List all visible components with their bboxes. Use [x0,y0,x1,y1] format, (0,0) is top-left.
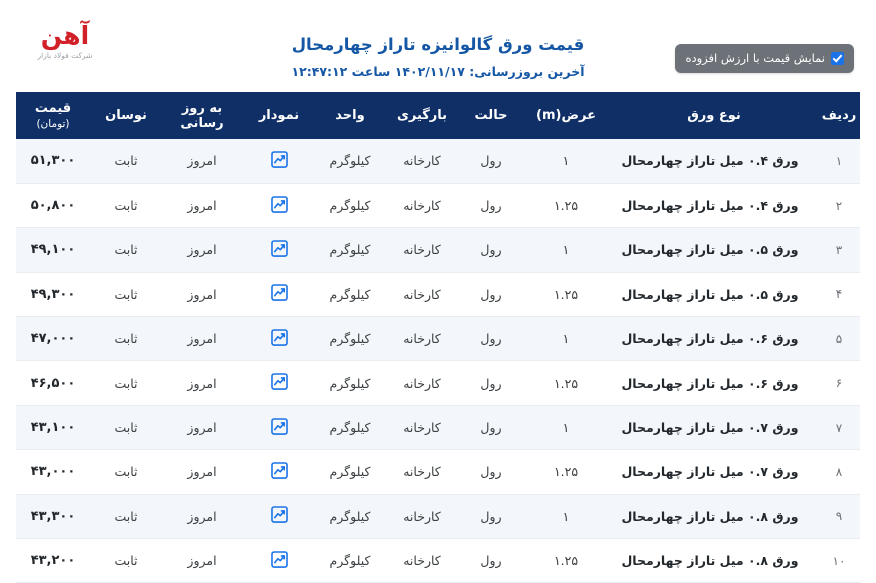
row-fluctuation: ثابت [90,405,162,449]
vat-toggle[interactable] [675,44,854,73]
row-update: امروز [162,539,242,583]
row-update: امروز [162,272,242,316]
table-row[interactable] [16,450,860,494]
row-state: رول [460,405,522,449]
row-fluctuation: ثابت [90,494,162,538]
table-row[interactable] [16,494,860,538]
row-state: رول [460,139,522,183]
row-product-name: ورق ۰.۵ میل تاراز چهارمحال [610,228,818,272]
row-fluctuation: ثابت [90,228,162,272]
table-row[interactable] [16,405,860,449]
row-update: امروز [162,317,242,361]
row-width: ۱ [522,228,610,272]
col-header-update: به روز رسانی [162,92,242,139]
row-update: امروز [162,139,242,183]
row-state: رول [460,228,522,272]
row-loading: کارخانه [384,228,460,272]
chart-icon [242,228,316,272]
chart-icon [242,183,316,227]
table-body [16,139,860,583]
row-update: امروز [162,494,242,538]
row-unit: کیلوگرم [316,361,384,405]
col-header-fluctuation: نوسان [90,92,162,139]
row-price: ۵۰,۸۰۰ [16,183,90,227]
row-unit: کیلوگرم [316,317,384,361]
table-row[interactable] [16,539,860,583]
title-block [120,34,756,80]
row-index: ۴ [818,272,860,316]
row-loading: کارخانه [384,494,460,538]
chart-icon[interactable] [270,550,289,569]
row-index: ۷ [818,405,860,449]
row-fluctuation: ثابت [90,139,162,183]
row-update: امروز [162,183,242,227]
row-product-name: ورق ۰.۵ میل تاراز چهارمحال [610,272,818,316]
row-width: ۱ [522,494,610,538]
page-header [0,0,876,92]
row-index: ۳ [818,228,860,272]
row-index: ۸ [818,450,860,494]
col-header-name: نوع ورق [610,92,818,139]
chart-icon [242,450,316,494]
chart-icon[interactable] [270,505,289,524]
chart-icon [242,317,316,361]
row-loading: کارخانه [384,361,460,405]
chart-icon [242,139,316,183]
col-header-chart: نمودار [242,92,316,139]
row-fluctuation: ثابت [90,317,162,361]
row-state: رول [460,494,522,538]
logo-subtitle: شرکت فولاد بازار [37,51,93,60]
chart-icon [242,405,316,449]
row-price: ۴۹,۱۰۰ [16,228,90,272]
chart-icon[interactable] [270,461,289,480]
table-row[interactable] [16,183,860,227]
row-unit: کیلوگرم [316,139,384,183]
row-width: ۱.۲۵ [522,361,610,405]
row-width: ۱ [522,317,610,361]
col-header-width: عرض(m) [522,92,610,139]
row-update: امروز [162,228,242,272]
row-width: ۱.۲۵ [522,450,610,494]
last-update-text: آخرین بروزرسانی: ۱۴۰۲/۱۱/۱۷ ساعت ۱۲:۴۷:۱۲ [291,64,585,79]
row-price: ۴۳,۱۰۰ [16,405,90,449]
row-index: ۱۰ [818,539,860,583]
logo-text: آهن [40,21,90,50]
chart-icon[interactable] [270,328,289,347]
row-index: ۶ [818,361,860,405]
row-update: امروز [162,361,242,405]
table-row[interactable] [16,361,860,405]
page-title: قیمت ورق گالوانیزه تاراز چهارمحال [291,35,585,54]
vat-toggle-label: نمایش قیمت با ارزش افزوده [685,51,825,65]
price-table [16,92,860,583]
table-row[interactable] [16,272,860,316]
row-price: ۴۳,۳۰۰ [16,494,90,538]
chart-icon[interactable] [270,283,289,302]
chart-icon[interactable] [270,150,289,169]
chart-icon[interactable] [270,417,289,436]
row-loading: کارخانه [384,317,460,361]
row-state: رول [460,361,522,405]
row-price: ۴۳,۰۰۰ [16,450,90,494]
row-index: ۲ [818,183,860,227]
row-width: ۱ [522,139,610,183]
row-product-name: ورق ۰.۷ میل تاراز چهارمحال [610,450,818,494]
row-update: امروز [162,405,242,449]
row-width: ۱.۲۵ [522,272,610,316]
row-unit: کیلوگرم [316,183,384,227]
row-unit: کیلوگرم [316,405,384,449]
row-width: ۱.۲۵ [522,539,610,583]
row-state: رول [460,317,522,361]
col-header-price [16,92,90,139]
row-index: ۹ [818,494,860,538]
chart-icon[interactable] [270,195,289,214]
row-product-name: ورق ۰.۶ میل تاراز چهارمحال [610,361,818,405]
row-fluctuation: ثابت [90,450,162,494]
price-table-wrapper [16,92,860,583]
row-loading: کارخانه [384,405,460,449]
chart-icon[interactable] [270,372,289,391]
row-state: رول [460,183,522,227]
row-product-name: ورق ۰.۸ میل تاراز چهارمحال [610,539,818,583]
row-price: ۴۳,۲۰۰ [16,539,90,583]
row-product-name: ورق ۰.۶ میل تاراز چهارمحال [610,317,818,361]
col-header-load: بارگیری [384,92,460,139]
col-header-state: حالت [460,92,522,139]
row-price: ۴۷,۰۰۰ [16,317,90,361]
col-header-price-unit: (تومان) [36,117,70,130]
checkbox-checked-icon[interactable] [831,52,844,65]
table-header-row [16,92,860,139]
row-fluctuation: ثابت [90,272,162,316]
row-state: رول [460,450,522,494]
row-product-name: ورق ۰.۷ میل تاراز چهارمحال [610,405,818,449]
row-width: ۱ [522,405,610,449]
row-loading: کارخانه [384,139,460,183]
row-fluctuation: ثابت [90,361,162,405]
row-loading: کارخانه [384,539,460,583]
col-header-idx: ردیف [818,92,860,139]
row-product-name: ورق ۰.۸ میل تاراز چهارمحال [610,494,818,538]
chart-icon [242,272,316,316]
row-index: ۱ [818,139,860,183]
row-width: ۱.۲۵ [522,183,610,227]
row-loading: کارخانه [384,183,460,227]
row-price: ۴۹,۳۰۰ [16,272,90,316]
row-loading: کارخانه [384,272,460,316]
row-price: ۵۱,۳۰۰ [16,139,90,183]
row-fluctuation: ثابت [90,183,162,227]
row-loading: کارخانه [384,450,460,494]
table-row[interactable] [16,228,860,272]
row-update: امروز [162,450,242,494]
row-state: رول [460,272,522,316]
row-unit: کیلوگرم [316,539,384,583]
row-index: ۵ [818,317,860,361]
table-row[interactable] [16,139,860,183]
col-header-price-label: قیمت [34,100,72,116]
row-state: رول [460,539,522,583]
chart-icon[interactable] [270,239,289,258]
table-row[interactable] [16,317,860,361]
table-head [16,92,860,139]
chart-icon [242,361,316,405]
row-unit: کیلوگرم [316,272,384,316]
row-unit: کیلوگرم [316,450,384,494]
chart-icon [242,494,316,538]
chart-icon [242,539,316,583]
row-fluctuation: ثابت [90,539,162,583]
row-product-name: ورق ۰.۴ میل تاراز چهارمحال [610,139,818,183]
row-unit: کیلوگرم [316,228,384,272]
row-product-name: ورق ۰.۴ میل تاراز چهارمحال [610,183,818,227]
site-logo[interactable] [22,22,108,74]
row-unit: کیلوگرم [316,494,384,538]
col-header-unit: واحد [316,92,384,139]
row-price: ۴۶,۵۰۰ [16,361,90,405]
